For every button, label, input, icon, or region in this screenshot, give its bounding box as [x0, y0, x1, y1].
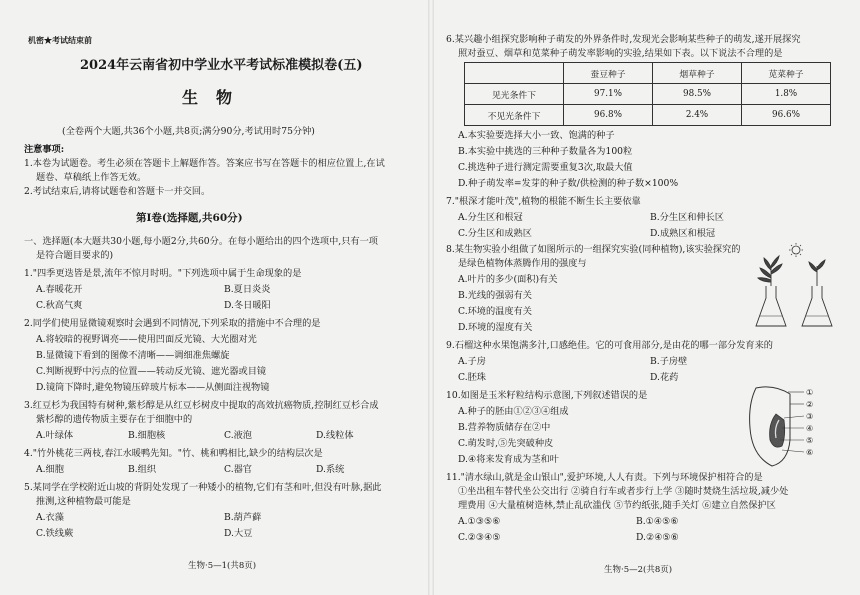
option: C.胚珠	[458, 372, 486, 383]
figure-label: ③	[806, 412, 814, 421]
option: D.系统	[316, 464, 345, 475]
sun-icon	[789, 243, 803, 257]
option: A.①③⑤⑥	[458, 516, 501, 527]
question-stem: 9.石榴这种水果饱满多汁,口感绝佳。它的可食用部分,是由花的哪一部分发育来的	[446, 340, 773, 351]
option: A.春暖花开	[36, 284, 83, 295]
section-heading: 是符合题目要求的)	[36, 250, 114, 261]
germination-table	[464, 62, 831, 126]
table-row	[465, 84, 831, 105]
option: C.器官	[224, 464, 252, 475]
option: B.夏日炎炎	[224, 284, 271, 295]
question-stem: 4."竹外桃花三两枝,春江水暖鸭先知。"竹、桃和鸭相比,缺少的结构层次是	[24, 448, 323, 459]
option: B.显微镜下看到的图像不清晰——调细准焦螺旋	[36, 350, 230, 361]
table-row	[465, 105, 831, 126]
question-stem: 5.某同学在学校附近山坡的背阴处发现了一种矮小的植物,它们有茎和叶,但没有叶脉,据此	[24, 482, 382, 493]
option: C.秋高气爽	[36, 300, 83, 311]
question-stem: 7."根深才能叶茂",植物的根能不断生长主要依靠	[446, 196, 641, 207]
option: D.冬日暖阳	[224, 300, 271, 311]
question-stem: ①坐出租车替代坐公交出行 ②骑自行车或者步行上学 ③随时焚烧生活垃圾,减少处	[458, 486, 789, 497]
figure-label: ⑤	[806, 436, 814, 445]
table-header-row	[465, 63, 831, 84]
option: A.本实验要选择大小一致、饱满的种子	[458, 130, 615, 141]
exam-title: 2024年云南省初中学业水平考试标准模拟卷(五)	[80, 58, 363, 73]
note-line: 2.考试结束后,请将试题卷和答题卡一并交回。	[24, 186, 211, 197]
notes-title: 注意事项:	[24, 144, 65, 155]
option: A.叶绿体	[36, 430, 74, 441]
option: A.分生区和根冠	[458, 212, 523, 223]
table-header-cell: 苋菜种子	[742, 63, 831, 84]
note-line: 题卷、草稿纸上作答无效。	[36, 172, 147, 183]
figure-label: ④	[806, 424, 814, 433]
question-stem: 是绿色植物体蒸腾作用的强度与	[458, 258, 587, 269]
option: B.①④⑤⑥	[636, 516, 679, 527]
table-cell: 96.6%	[742, 105, 831, 126]
option: C.判断视野中污点的位置——转动反光镜、遮光器或目镜	[36, 366, 267, 377]
page-fold	[428, 0, 434, 595]
option: D.线粒体	[316, 430, 354, 441]
table-cell: 96.8%	[564, 105, 653, 126]
page-footer: 生物·5—2(共8页)	[604, 565, 673, 575]
flask-with-few-leaves	[802, 260, 832, 326]
option: C.环境的温度有关	[458, 306, 532, 317]
option: D.④将来发育成为茎和叶	[458, 454, 559, 465]
figure-label: ⑥	[806, 448, 814, 457]
option: B.葫芦藓	[224, 512, 262, 523]
flask-with-many-leaves	[756, 256, 786, 326]
option: B.分生区和伸长区	[650, 212, 724, 223]
option: D.环境的湿度有关	[458, 322, 533, 333]
question-stem: 11."清水绿山,就是金山银山",爱护环境,人人有责。下列与环境保护相符合的是	[446, 472, 763, 483]
part-title: 第Ⅰ卷(选择题,共60分)	[136, 212, 243, 224]
note-line: 1.本卷为试题卷。考生必须在答题卡上解题作答。答案应书写在答题卡的相应位置上,在试	[24, 158, 385, 169]
figure-label: ①	[806, 388, 814, 397]
table-cell: 98.5%	[653, 84, 742, 105]
option: C.②③④⑤	[458, 532, 501, 543]
section-heading: 一、选择题(本大题共30小题,每小题2分,共60分。在每小题给出的四个选项中,只有一项	[24, 236, 378, 247]
corn-kernel-figure	[746, 384, 806, 470]
table-cell: 见光条件下	[465, 84, 564, 105]
option: A.种子的胚由①②③④组成	[458, 406, 569, 417]
confidential-label: 机密★考试结束前	[28, 35, 92, 45]
option: B.本实验中挑选的三种种子数量各为100粒	[458, 146, 633, 157]
option: A.叶片的多少(面积)有关	[458, 274, 558, 285]
option: B.光线的强弱有关	[458, 290, 532, 301]
option: D.镜筒下降时,避免物镜压碎玻片标本——从侧面注视物镜	[36, 382, 270, 393]
question-stem: 照对蚕豆、烟草和苋菜种子萌发率影响的实验,结果如下表。以下说法不合理的是	[458, 48, 783, 59]
question-stem: 紫杉醇的遗传物质主要存在于细胞中的	[36, 414, 193, 425]
option: D.②④⑤⑥	[636, 532, 679, 543]
table-cell: 2.4%	[653, 105, 742, 126]
option: C.挑选种子进行测定需要重复3次,取最大值	[458, 162, 633, 173]
option: A.子房	[458, 356, 486, 367]
option: B.营养物质储存在②中	[458, 422, 551, 433]
question-stem: 推测,这种植物最可能是	[36, 496, 131, 507]
figure-label: ②	[806, 400, 814, 409]
option: C.液泡	[224, 430, 252, 441]
option: C.铁线蕨	[36, 528, 74, 539]
option: A.将较暗的视野调亮——使用凹面反光镜、大光圈对光	[36, 334, 257, 345]
option: B.细胞核	[128, 430, 166, 441]
option: C.分生区和成熟区	[458, 228, 532, 239]
subject-title: 生物	[182, 88, 251, 107]
transpiration-experiment-figure	[752, 242, 840, 334]
question-stem: 3.红豆杉为我国特有树种,紫杉醇是从红豆杉树皮中提取的高效抗癌物质,控制红豆杉合成	[24, 400, 379, 411]
table-header-cell: 蚕豆种子	[564, 63, 653, 84]
question-stem: 2.同学们使用显微镜观察时会遇到不同情况,下列采取的措施中不合理的是	[24, 318, 321, 329]
option: D.种子萌发率=发芽的种子数/供检测的种子数×100%	[458, 178, 679, 189]
table-cell: 不见光条件下	[465, 105, 564, 126]
option: B.子房壁	[650, 356, 688, 367]
option: D.成熟区和根冠	[650, 228, 716, 239]
table-cell: 97.1%	[564, 84, 653, 105]
question-stem: 1."四季更迭皆是景,流年不惊月时明。"下列选项中属于生命现象的是	[24, 268, 302, 279]
option: C.萌发时,⑤先突破种皮	[458, 438, 554, 449]
page-footer: 生物·5—1(共8页)	[188, 561, 257, 571]
question-stem: 10.如图是玉米籽粒结构示意图,下列叙述错误的是	[446, 390, 648, 401]
option: A.衣藻	[36, 512, 64, 523]
question-stem: 6.某兴趣小组探究影响种子萌发的外界条件时,发现光会影响某些种子的萌发,遂开展探究	[446, 34, 801, 45]
option: D.大豆	[224, 528, 253, 539]
option: A.细胞	[36, 464, 64, 475]
table-cell: 1.8%	[742, 84, 831, 105]
question-stem: 理费用 ④大量植树造林,禁止乱砍滥伐 ⑤节约纸张,随手关灯 ⑥建立自然保护区	[458, 500, 776, 511]
option: D.花药	[650, 372, 679, 383]
option: B.组织	[128, 464, 157, 475]
table-header-cell	[465, 63, 564, 84]
question-stem: 8.某生物实验小组做了如图所示的一组探究实验(同种植物),该实验探究的	[446, 244, 741, 255]
exam-info: (全卷两个大题,共36个小题,共8页;满分90分,考试用时75分钟)	[62, 126, 315, 137]
table-header-cell: 烟草种子	[653, 63, 742, 84]
